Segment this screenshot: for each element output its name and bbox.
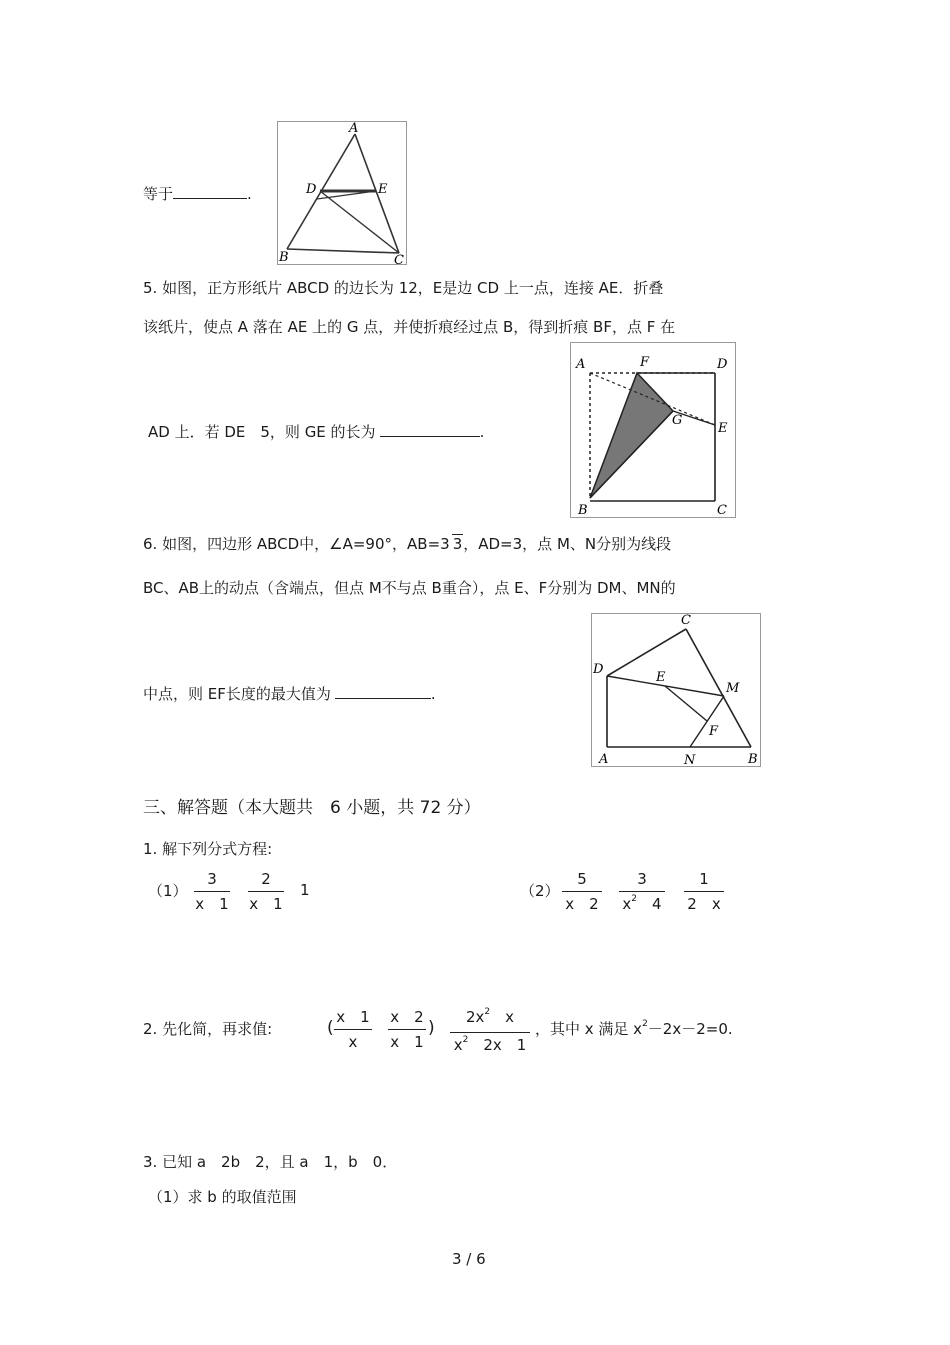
q6-line3: 中点，则 EF长度的最大值为 . (143, 685, 436, 703)
answer-blank (173, 184, 247, 199)
square-fold-figure (570, 342, 736, 518)
label-E: E (656, 670, 666, 685)
label-F: F (640, 355, 650, 370)
label-C: C (394, 253, 404, 266)
p3-line1: 3. 已知 a 2b 2，且 a 1，b 0． (143, 1153, 398, 1171)
p1-title: 1. 解下列分式方程: (143, 840, 273, 858)
fraction: 3 $x^2$ 4 (619, 869, 665, 917)
q5-line3: AD 上．若 DE 5，则 GE 的长为 . (148, 423, 485, 441)
quadrilateral-figure (591, 613, 761, 768)
label-F: F (709, 724, 719, 739)
answer-blank (380, 422, 480, 437)
sqrt-symbol: 3 (452, 535, 463, 553)
label-C: C (681, 613, 691, 628)
label-E: E (718, 421, 728, 436)
q6-line2: BC、AB上的动点（含端点，但点 M不与点 B重合），点 E、F分别为 DM、MN的 (143, 579, 676, 597)
label-B: B (748, 752, 758, 767)
p3-sub1: （1）求 b 的取值范围 (148, 1188, 297, 1206)
fraction: 1 2 x (684, 869, 724, 914)
p1-part1-label: （1） (148, 882, 188, 900)
fraction: 2 x 1 (249, 870, 283, 913)
label-B: B (578, 503, 588, 518)
q4-tail: 等于 . (143, 185, 252, 203)
label-G: G (672, 413, 683, 428)
fraction: $2x^2$ x $x^2$ 2x 1 (450, 1007, 530, 1058)
page-number: 3 / 6 (452, 1250, 486, 1268)
label-D: D (306, 182, 317, 197)
fraction: x 1 x (334, 1007, 372, 1052)
answer-blank (335, 684, 431, 699)
fraction: 3 x 1 (195, 870, 229, 913)
label-D: D (593, 662, 604, 677)
p2-suffix: ，其中 x 满足 $x^2-2x-2=0$. (535, 1019, 733, 1038)
label-E: E (378, 182, 388, 197)
label-A: A (349, 121, 359, 136)
p2-prefix: 2. 先化简，再求值: (143, 1020, 273, 1038)
label-C: C (717, 503, 727, 518)
right-paren: ) (428, 1018, 435, 1038)
triangle-figure (277, 121, 407, 266)
label-A: A (599, 752, 609, 767)
section-heading: 三、解答题（本大题共 6 小题，共 72 分） (143, 798, 481, 818)
q5-line1: 5. 如图，正方形纸片 ABCD 的边长为 12，E是边 CD 上一点，连接 AE．折叠 (143, 279, 664, 297)
q4-tail-text: 等于 (143, 185, 174, 203)
fraction: x 2 x 1 (388, 1007, 426, 1052)
label-A: A (576, 357, 586, 372)
label-M: M (726, 681, 740, 696)
rhs-value: 1 (300, 881, 310, 899)
label-N: N (684, 753, 696, 768)
q5-line2: 该纸片，使点 A 落在 AE 上的 G 点，并使折痕经过点 B，得到折痕 BF，点 F 在 (143, 318, 676, 336)
label-D: D (717, 357, 728, 372)
p1-part2-label: （2） (520, 882, 560, 900)
fraction: 5 x 2 (562, 869, 602, 914)
label-B: B (279, 250, 289, 265)
left-paren: ( (327, 1018, 334, 1038)
q6-line1: 6. 如图，四边形 ABCD中，∠A=90°，AB=3 3，AD=3，点 M、N分别为线段 (143, 535, 672, 553)
